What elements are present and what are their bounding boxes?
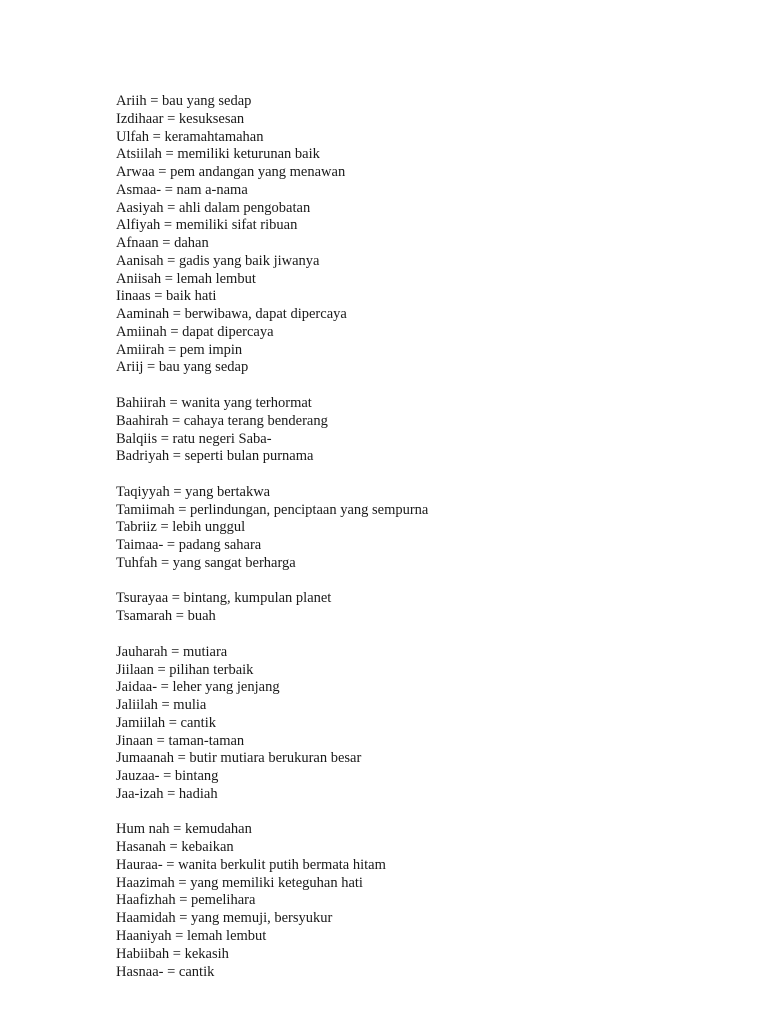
name-meaning-line: Aasiyah = ahli dalam pengobatan bbox=[116, 199, 311, 216]
name-meaning-line: Tsurayaa = bintang, kumpulan planet bbox=[116, 590, 332, 607]
name-meaning-line: Tsamarah = buah bbox=[116, 608, 216, 625]
name-meaning-line: Bahiirah = wanita yang terhormat bbox=[116, 395, 312, 412]
name-meaning-line: Tuhfah = yang sangat berharga bbox=[116, 554, 296, 571]
name-meaning-line: Haazimah = yang memiliki keteguhan hati bbox=[116, 874, 363, 891]
name-meaning-line: Ulfah = keramahtamahan bbox=[116, 128, 264, 145]
name-meaning-line: Amiirah = pem impin bbox=[116, 341, 243, 358]
name-meaning-line: Afnaan = dahan bbox=[116, 235, 209, 252]
name-meaning-line: Hauraa- = wanita berkulit putih bermata hitam bbox=[116, 856, 386, 873]
name-meaning-line: Ariij = bau yang sedap bbox=[116, 359, 249, 376]
name-meaning-line: Alfiyah = memiliki sifat ribuan bbox=[116, 217, 298, 234]
name-meaning-line: Atsiilah = memiliki keturunan baik bbox=[116, 146, 320, 163]
name-meaning-line: Haamidah = yang memuji, bersyukur bbox=[116, 910, 333, 927]
name-meaning-line: Aniisah = lemah lembut bbox=[116, 270, 256, 287]
name-group bbox=[116, 395, 756, 466]
name-group bbox=[116, 821, 756, 981]
name-meaning-line: Jamiilah = cantik bbox=[116, 714, 216, 731]
name-meaning-line: Iinaas = baik hati bbox=[116, 288, 217, 305]
name-meaning-line: Jiilaan = pilihan terbaik bbox=[116, 661, 254, 678]
name-meaning-line: Jauharah = mutiara bbox=[116, 643, 228, 660]
name-meaning-line: Ariih = bau yang sedap bbox=[116, 93, 252, 109]
name-meaning-line: Baahirah = cahaya terang benderang bbox=[116, 412, 328, 429]
name-group bbox=[116, 644, 756, 804]
name-group bbox=[116, 484, 756, 573]
name-group bbox=[116, 590, 756, 626]
name-meaning-line: Hasnaa- = cantik bbox=[116, 963, 215, 980]
document-page bbox=[116, 93, 756, 981]
name-meaning-line: Taqiyyah = yang bertakwa bbox=[116, 483, 271, 500]
group-separator bbox=[116, 804, 756, 822]
name-meaning-line: Balqiis = ratu negeri Saba- bbox=[116, 430, 272, 447]
name-meaning-line: Tamiimah = perlindungan, penciptaan yang sempurna bbox=[116, 501, 429, 518]
name-meaning-line: Taimaa- = padang sahara bbox=[116, 537, 262, 554]
name-meaning-line: Hasanah = kebaikan bbox=[116, 839, 234, 856]
name-group bbox=[116, 93, 756, 377]
name-meaning-line: Hum nah = kemudahan bbox=[116, 821, 252, 838]
group-separator bbox=[116, 466, 756, 484]
name-meaning-line: Izdihaar = kesuksesan bbox=[116, 110, 245, 127]
name-meaning-line: Aanisah = gadis yang baik jiwanya bbox=[116, 252, 320, 269]
name-meaning-line: Jaidaa- = leher yang jenjang bbox=[116, 679, 280, 696]
name-meaning-line: Jaa-izah = hadiah bbox=[116, 785, 218, 802]
name-meaning-line: Asmaa- = nam a-nama bbox=[116, 181, 248, 198]
name-meaning-line: Tabriiz = lebih unggul bbox=[116, 519, 246, 536]
group-separator bbox=[116, 377, 756, 395]
name-meaning-line: Aaminah = berwibawa, dapat dipercaya bbox=[116, 306, 347, 323]
name-meaning-line: Haafizhah = pemelihara bbox=[116, 892, 256, 909]
group-separator bbox=[116, 626, 756, 644]
name-meaning-line: Jumaanah = butir mutiara berukuran besar bbox=[116, 750, 362, 767]
group-separator bbox=[116, 573, 756, 591]
name-meaning-line: Badriyah = seperti bulan purnama bbox=[116, 448, 314, 465]
name-meaning-line: Habiibah = kekasih bbox=[116, 945, 229, 962]
name-meaning-line: Jaliilah = mulia bbox=[116, 697, 207, 714]
name-meaning-line: Jauzaa- = bintang bbox=[116, 768, 219, 785]
name-meaning-line: Arwaa = pem andangan yang menawan bbox=[116, 164, 346, 181]
name-meaning-line: Jinaan = taman-taman bbox=[116, 732, 245, 749]
name-meaning-line: Haaniyah = lemah lembut bbox=[116, 927, 267, 944]
name-meaning-line: Amiinah = dapat dipercaya bbox=[116, 323, 274, 340]
